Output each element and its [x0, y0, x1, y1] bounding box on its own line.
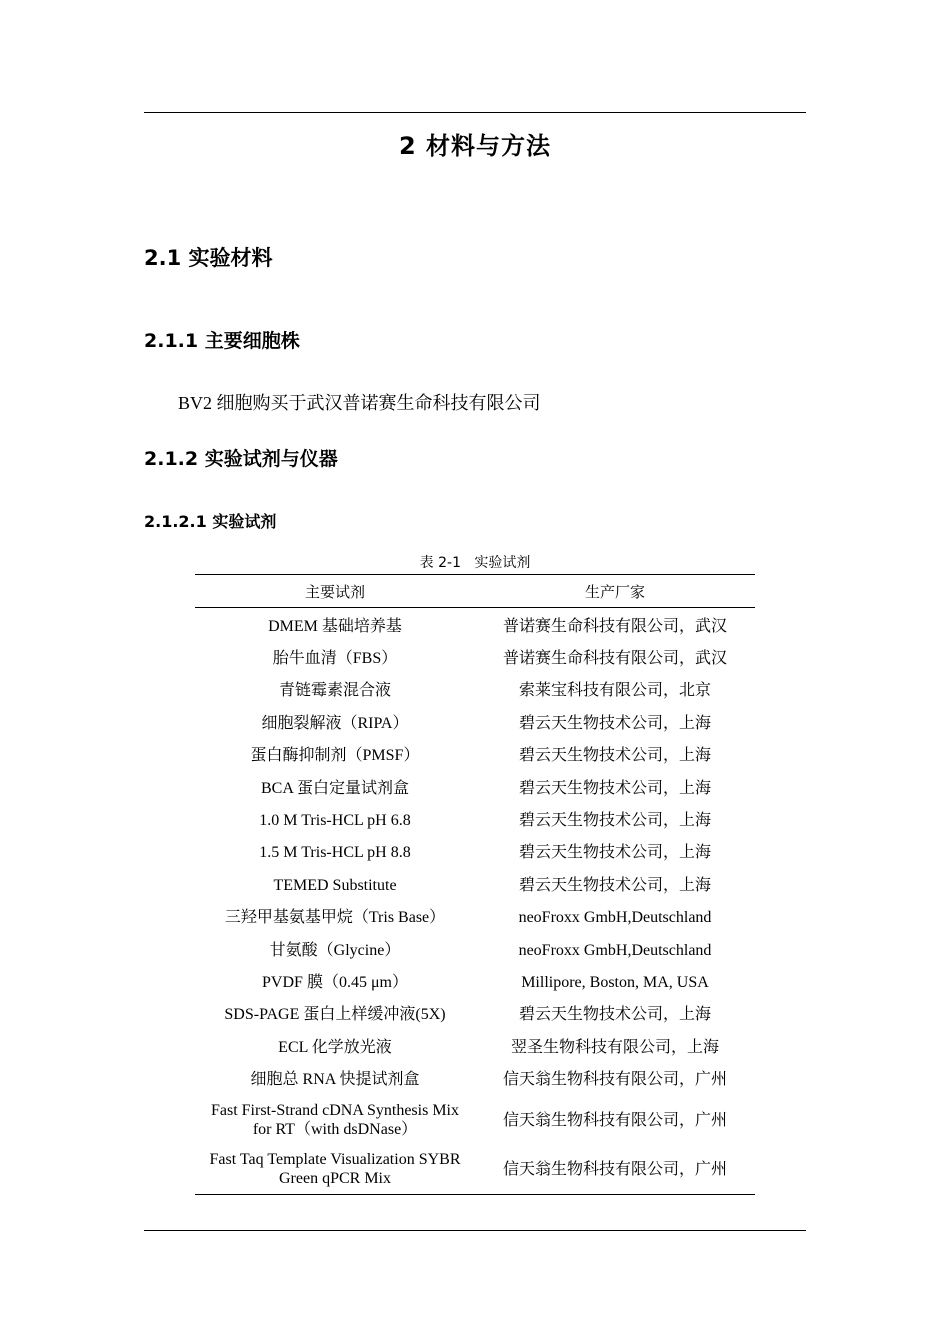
reagent-cell: DMEM 基础培养基: [268, 617, 402, 635]
manufacturer-cell: 碧云天生物技术公司，上海: [518, 714, 711, 732]
table-row: [195, 1096, 755, 1145]
table-row: [195, 804, 755, 836]
table-header-row: [195, 575, 755, 608]
reagent-cell: 细胞裂解液（RIPA）: [261, 714, 409, 732]
cell-line-paragraph: BV2 细胞购买于武汉普诺赛生命科技有限公司: [178, 393, 541, 413]
column-header-reagent: 主要试剂: [304, 582, 365, 601]
table-row: [195, 707, 755, 739]
manufacturer-cell: 碧云天生物技术公司，上海: [518, 779, 711, 797]
manufacturer-cell: neoFroxx GmbH,Deutschland: [518, 909, 712, 927]
table-row: [195, 1063, 755, 1095]
reagent-table: [195, 574, 755, 1195]
reagent-cell: SDS-PAGE 蛋白上样缓冲液(5X): [224, 1006, 446, 1024]
footer-rule: [144, 1230, 806, 1231]
reagent-line: for RT（with dsDNase）: [252, 1121, 418, 1139]
manufacturer-cell: 信天翁生物科技有限公司，广州: [502, 1071, 727, 1089]
table-row: [195, 869, 755, 901]
reagent-cell: BCA 蛋白定量试剂盒: [260, 779, 410, 797]
table-caption: 表 2-1 实验试剂: [419, 555, 531, 571]
reagent-line: Fast First-Strand cDNA Synthesis Mix: [210, 1102, 459, 1120]
reagent-cell: 1.5 M Tris-HCL pH 8.8: [259, 844, 411, 862]
section-heading-2-1-1: 2.1.1 主要细胞株: [144, 330, 300, 352]
table-row: [195, 740, 755, 772]
manufacturer-cell: 信天翁生物科技有限公司，广州: [502, 1160, 727, 1178]
manufacturer-cell: 普诺赛生命科技有限公司，武汉: [502, 650, 727, 668]
manufacturer-cell: neoFroxx GmbH,Deutschland: [518, 941, 712, 959]
reagent-cell: 细胞总 RNA 快提试剂盒: [250, 1071, 420, 1089]
reagent-cell: PVDF 膜（0.45 μm）: [262, 973, 408, 991]
reagent-cell: 1.0 M Tris-HCL pH 6.8: [259, 812, 411, 830]
table-row: [195, 902, 755, 934]
manufacturer-cell: 碧云天生物技术公司，上海: [518, 812, 711, 830]
reagent-line: Fast Taq Template Visualization SYBR: [209, 1151, 461, 1169]
manufacturer-cell: 索莱宝科技有限公司，北京: [518, 682, 711, 700]
reagent-line: Green qPCR Mix: [279, 1170, 391, 1188]
reagent-cell: 甘氨酸（Glycine）: [269, 941, 401, 959]
reagent-cell: TEMED Substitute: [273, 876, 397, 894]
reagent-cell: 蛋白酶抑制剂（PMSF）: [250, 747, 420, 765]
reagent-cell: 青链霉素混合液: [278, 682, 391, 700]
table-row: [195, 1145, 755, 1195]
manufacturer-cell: 翌圣生物科技有限公司，上海: [510, 1038, 719, 1056]
table-row: [195, 1031, 755, 1063]
table-row: [195, 999, 755, 1031]
reagent-cell: 胎牛血清（FBS）: [272, 650, 398, 668]
section-heading-2-1: 2.1 实验材料: [144, 246, 273, 270]
table-row: [195, 772, 755, 804]
reagent-cell: 三羟甲基氨基甲烷（Tris Base）: [224, 909, 446, 927]
table-row: [195, 608, 755, 643]
column-header-manufacturer: 生产厂家: [584, 582, 645, 601]
table-row: [195, 934, 755, 966]
manufacturer-cell: 碧云天生物技术公司，上海: [518, 1006, 711, 1024]
table-row: [195, 675, 755, 707]
table-row: [195, 966, 755, 998]
manufacturer-cell: Millipore, Boston, MA, USA: [521, 973, 709, 991]
manufacturer-cell: 普诺赛生命科技有限公司，武汉: [502, 617, 727, 635]
reagent-cell: [195, 1145, 475, 1195]
section-heading-2-1-2-1: 2.1.2.1 实验试剂: [144, 512, 277, 531]
reagent-cell: [195, 1096, 475, 1145]
header-rule: [144, 112, 806, 113]
manufacturer-cell: 碧云天生物技术公司，上海: [518, 876, 711, 894]
reagent-cell: ECL 化学放光液: [278, 1038, 392, 1056]
table-row: [195, 642, 755, 674]
manufacturer-cell: 信天翁生物科技有限公司，广州: [502, 1111, 727, 1129]
section-heading-2-1-2: 2.1.2 实验试剂与仪器: [144, 448, 338, 470]
manufacturer-cell: 碧云天生物技术公司，上海: [518, 844, 711, 862]
table-row: [195, 837, 755, 869]
chapter-title: 2 材料与方法: [398, 132, 552, 160]
manufacturer-cell: 碧云天生物技术公司，上海: [518, 747, 711, 765]
